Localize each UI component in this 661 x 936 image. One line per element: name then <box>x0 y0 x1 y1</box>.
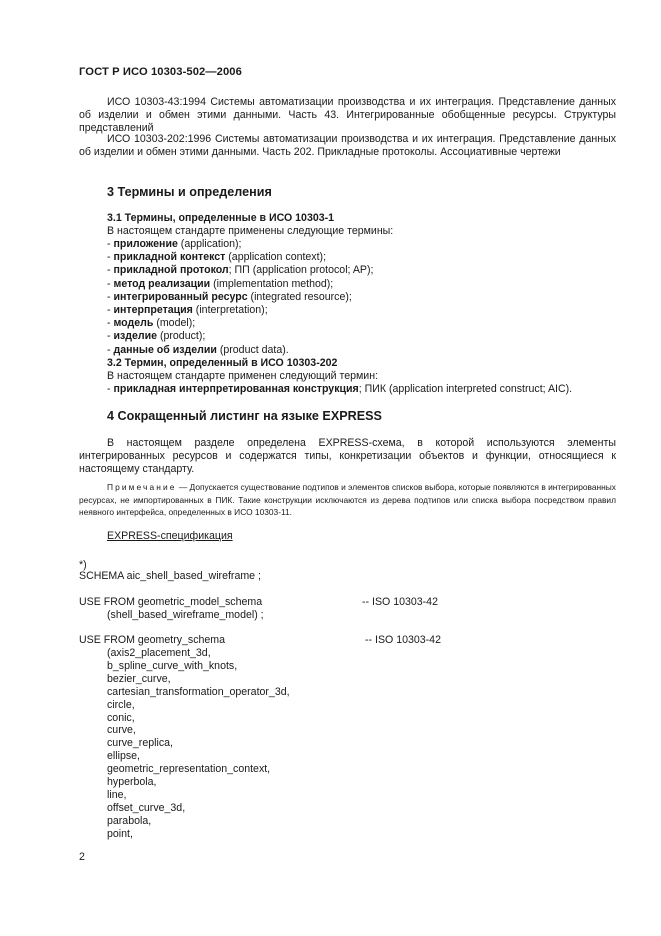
code-import-item: point, <box>107 827 133 840</box>
term-item: - интегрированный ресурс (integrated resource); <box>107 290 352 303</box>
term-translation: (implementation method); <box>210 277 334 290</box>
term-name: модель <box>113 317 154 330</box>
term-item: - прикладной контекст (application context); <box>107 251 327 264</box>
term-item: - метод реализации (implementation method); <box>107 277 334 290</box>
code-use-from-1-items: (shell_based_wireframe_model) ; <box>107 609 264 621</box>
term-item: - интерпретация (interpretation); <box>107 304 268 316</box>
term-name: изделие <box>113 330 158 343</box>
term-translation: (integrated resource); <box>247 290 352 303</box>
section-4-body: В настоящем разделе определена EXPRESS-схема, в которой используются элементы интегрированных ресурсов и содержатся типы, конкретизации объектов и функции, относящиеся к настоящему стандарту. <box>79 437 616 476</box>
code-use-from-2-comment: -- ISO 10303-42 <box>365 634 441 646</box>
code-import-item: ellipse, <box>107 750 140 763</box>
note-label: Примечание <box>107 482 177 492</box>
code-comment-close: *) <box>79 559 87 571</box>
code-import-item: cartesian_transformation_operator_3d, <box>107 685 290 698</box>
term-name: прикладной протокол <box>113 264 229 277</box>
term-item: - изделие (product); <box>107 330 206 343</box>
reference-iso-10303-43: ИСО 10303-43:1994 Системы автоматизации производства и их интеграция. Представление данных об изделии и обмен этими данными. Часть 43. Интегрированные обобщенные ресурсы. Структуры представлений <box>79 96 616 135</box>
term-name: интегрированный ресурс <box>113 290 248 303</box>
section-4-title: 4 Сокращенный листинг на языке EXPRESS <box>107 409 382 423</box>
term-translation: ; ПП (application protocol; AP); <box>228 264 374 277</box>
term-item: - прикладной протокол; ПП (application protocol; AP); <box>107 264 374 277</box>
term-translation: (application); <box>177 238 242 250</box>
term-name: прикладная интерпретированная конструкция <box>113 383 359 395</box>
term-translation: (product); <box>157 330 206 343</box>
code-import-item: geometric_representation_context, <box>107 763 271 776</box>
code-schema-line: SCHEMA aic_shell_based_wireframe ; <box>79 570 261 582</box>
subsection-3-1-intro: В настоящем стандарте применены следующие термины: <box>107 225 394 237</box>
code-use-from-1-comment: -- ISO 10303-42 <box>362 596 438 608</box>
term-translation: (application context); <box>225 251 327 264</box>
term-item: - модель (model); <box>107 317 196 330</box>
code-import-item: circle, <box>107 698 135 711</box>
code-import-item: hyperbola, <box>107 776 157 788</box>
code-import-item: (axis2_placement_3d, <box>107 647 211 659</box>
code-import-item: conic, <box>107 711 135 724</box>
subsection-3-2-intro: В настоящем стандарте применен следующий термин: <box>107 370 379 382</box>
code-import-item: line, <box>107 788 127 801</box>
code-import-item: b_spline_curve_with_knots, <box>107 659 238 672</box>
code-use-from-1: USE FROM geometric_model_schema <box>79 596 263 608</box>
term-translation: (product data). <box>216 343 289 356</box>
express-spec-label: EXPRESS-спецификация <box>107 530 233 542</box>
term-item: - прикладная интерпретированная конструкция; ПИК (application interpreted construct; AIC). <box>107 383 573 395</box>
subsection-3-2-title: 3.2 Термин, определенный в ИСО 10303-202 <box>107 357 338 369</box>
section-3-title: 3 Термины и определения <box>107 185 272 199</box>
term-translation: ; ПИК (application interpreted construct; AIC). <box>358 383 573 395</box>
code-import-item: curve, <box>107 724 136 737</box>
term-item: - данные об изделии (product data). <box>107 343 289 356</box>
page-number: 2 <box>79 851 85 863</box>
term-translation: (interpretation); <box>192 304 268 316</box>
term-name: приложение <box>113 238 178 250</box>
term-item: - приложение (application); <box>107 238 242 250</box>
code-import-item: curve_replica, <box>107 737 173 750</box>
reference-iso-10303-202: ИСО 10303-202:1996 Системы автоматизации производства и их интеграция. Представление данных об изделии и обмен этими данными. Часть 202. Прикладные протоколы. Ассоциативные чертежи <box>79 133 616 159</box>
term-name: интерпретация <box>113 304 193 316</box>
term-name: прикладной контекст <box>113 251 226 264</box>
subsection-3-1-title: 3.1 Термины, определенные в ИСО 10303-1 <box>107 212 335 224</box>
code-import-item: parabola, <box>107 814 152 827</box>
code-use-from-2: USE FROM geometry_schema <box>79 634 226 646</box>
note-text: — Допускается существование подтипов и элементов списков выбора, которые появляются в интегрированных ресурсах, не импортированных в ПИК. Такие конструкции исключаются из дерева подтипов или списка выбора посредством правил неявного интерфейса, определенных в ИСО 10303-11. <box>79 482 616 518</box>
running-header: ГОСТ Р ИСО 10303-502—2006 <box>79 66 242 78</box>
term-translation: (model); <box>153 317 196 330</box>
code-import-item: bezier_curve, <box>107 672 171 685</box>
term-name: данные об изделии <box>113 343 217 356</box>
note-block <box>79 481 616 519</box>
term-name: метод реализации <box>113 277 211 290</box>
code-import-item: offset_curve_3d, <box>107 801 186 814</box>
